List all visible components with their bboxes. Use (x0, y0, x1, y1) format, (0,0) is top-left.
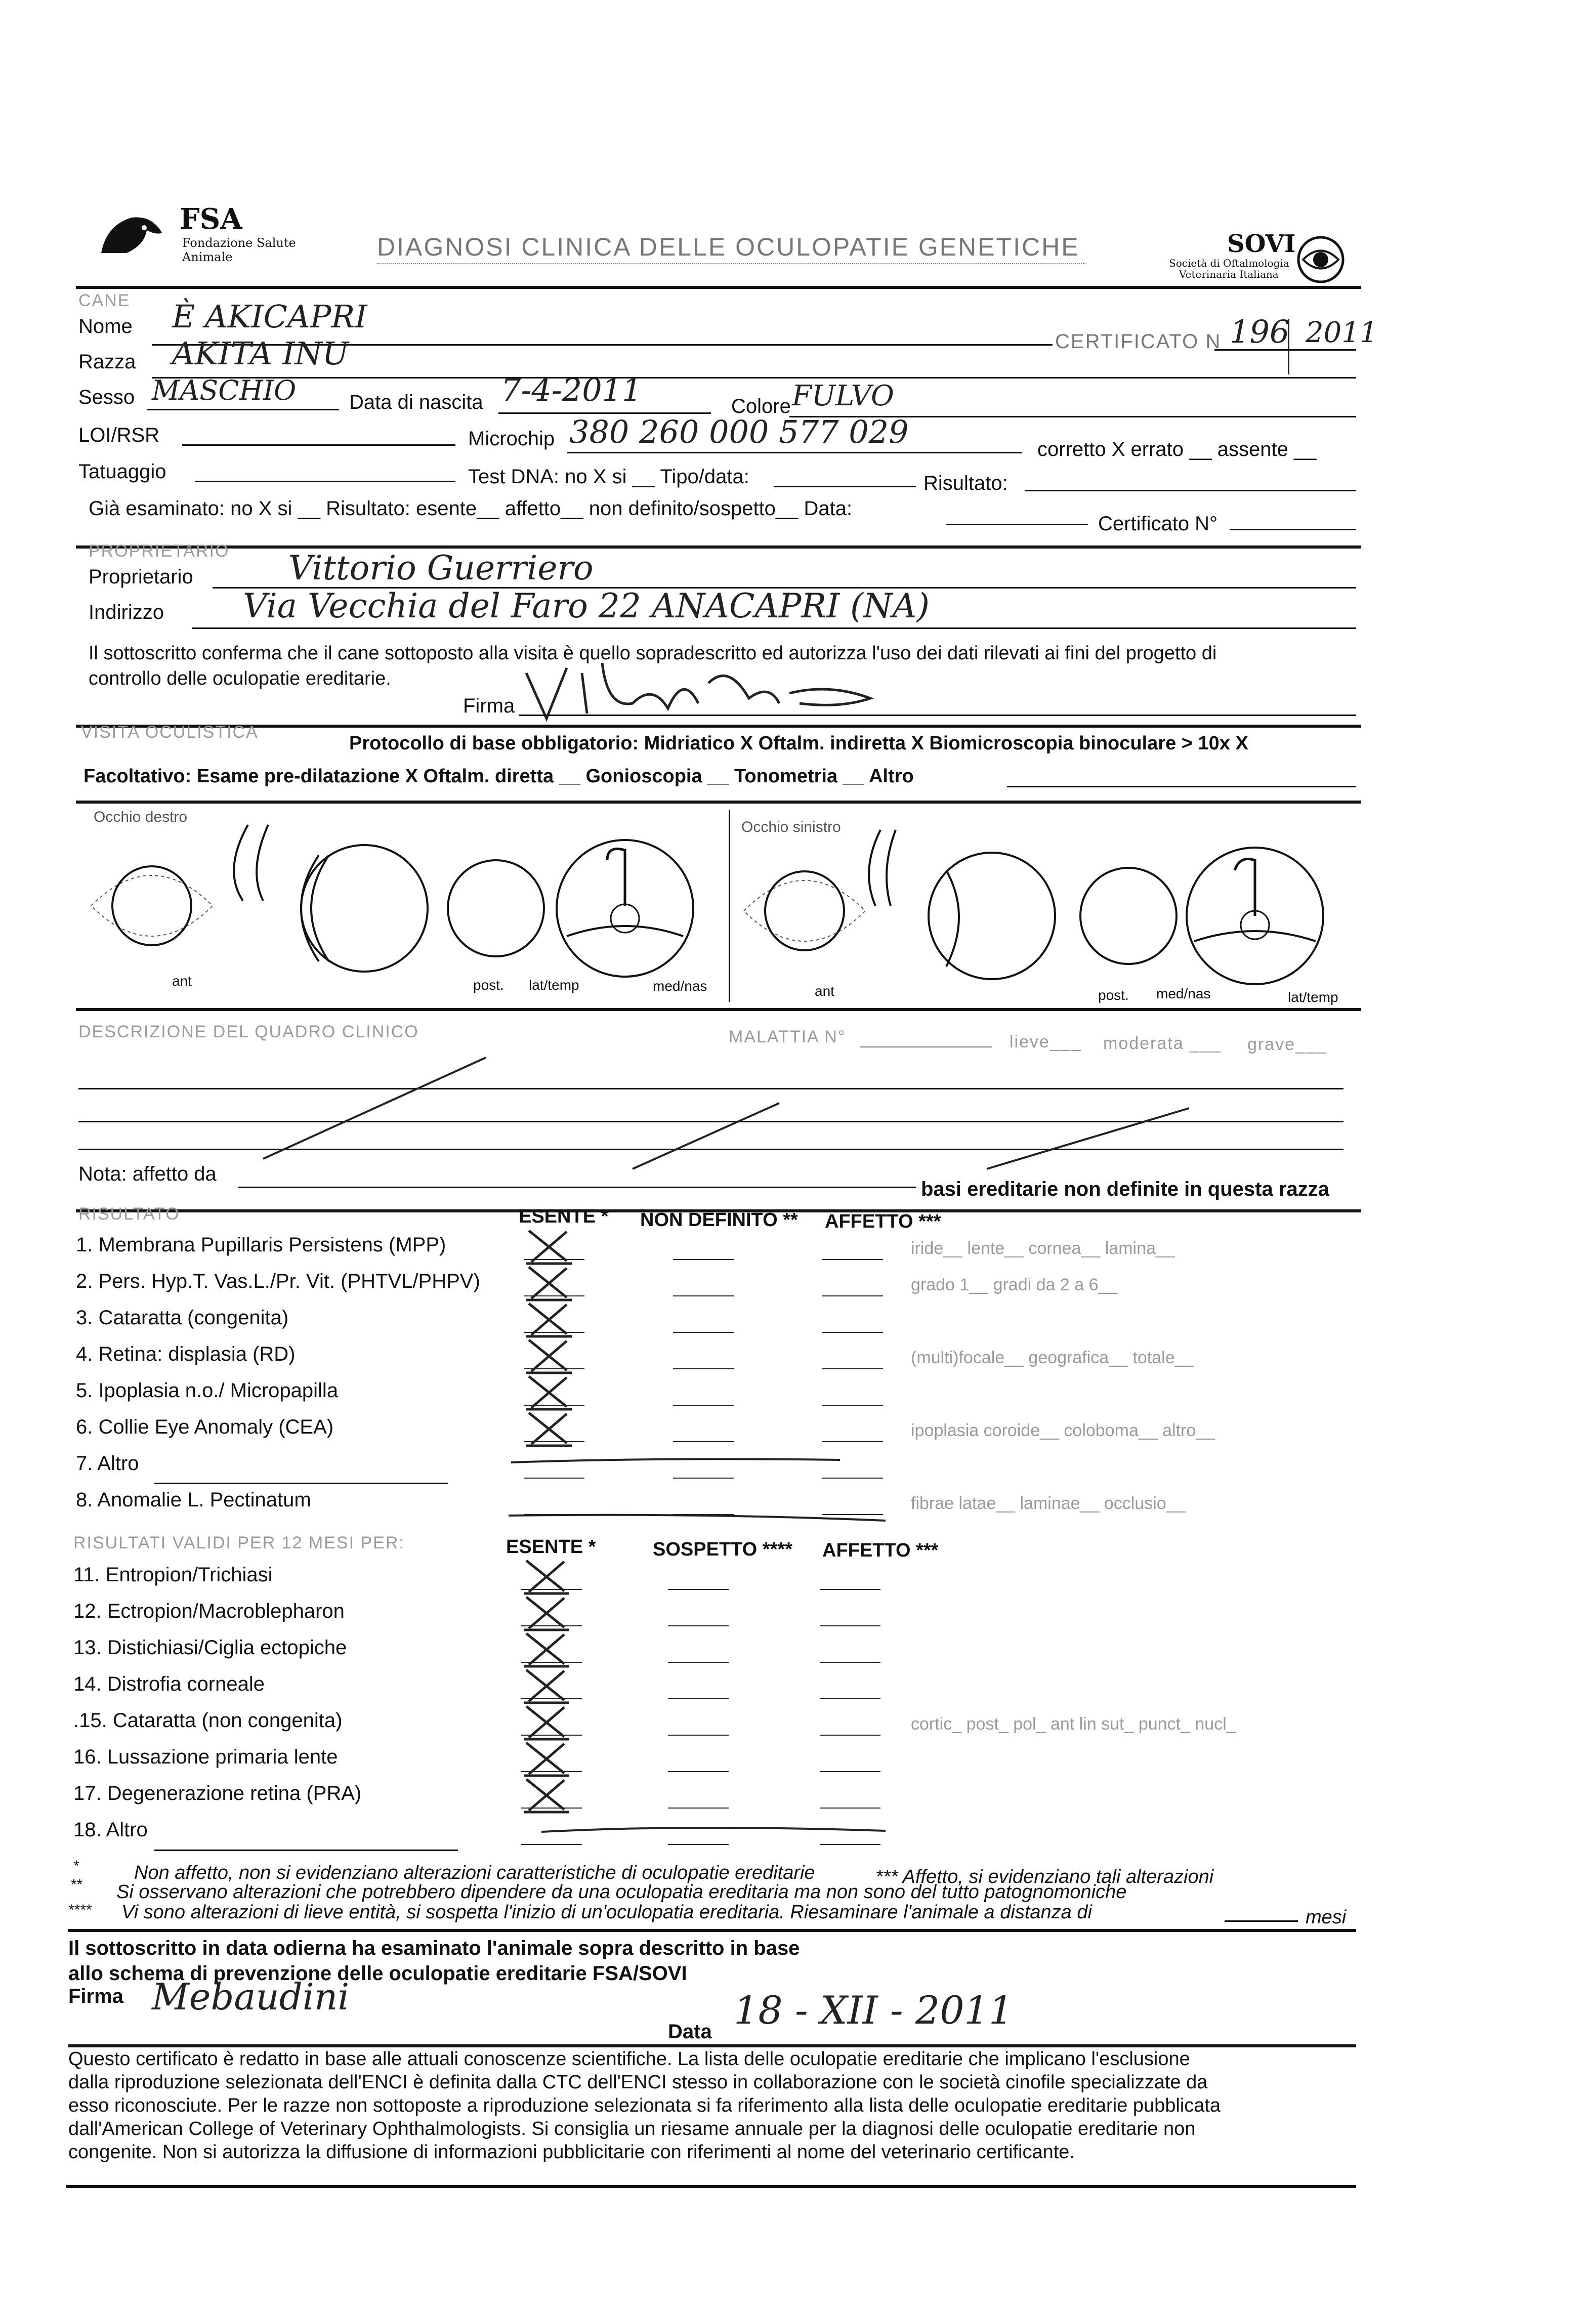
esente-check-mark[interactable] (519, 1701, 574, 1742)
row-note: cortic_ post_ pol_ ant lin sut_ punct_ nucl_ (911, 1714, 1236, 1734)
sovi-sub1: Società di Oftalmologia (1169, 257, 1289, 269)
affetto-blank[interactable] (820, 1625, 880, 1626)
middle-blank[interactable] (668, 1589, 729, 1590)
razza-label: Razza (78, 351, 136, 373)
protocollo-text: Protocollo di base obbligatorio: Midriatico X Oftalm. indiretta X Biomicroscopia binoculare > 10x X (349, 733, 1248, 754)
footer-line: dall'American College of Veterinary Ophthalmologists. Si consiglia un riesame annuale per la diagnosi delle oculopatie ereditarie non (68, 2118, 1196, 2139)
affetto-blank[interactable] (822, 1405, 883, 1406)
middle-blank[interactable] (673, 1259, 734, 1260)
left-eye-diagrams (734, 815, 1361, 997)
col-esente: ESENTE * (519, 1206, 609, 1227)
sesso-label: Sesso (78, 386, 135, 408)
rd-med-nas: med/nas (653, 978, 707, 994)
colore-value: FULVO (792, 380, 894, 412)
tatuaggio-label: Tatuaggio (78, 460, 166, 483)
ls-med-nas: med/nas (1156, 986, 1211, 1001)
rd-lat-temp: lat/temp (529, 977, 579, 993)
grave: grave___ (1247, 1035, 1327, 1054)
proprietario-rule (76, 725, 1361, 728)
owner-signature (516, 653, 880, 729)
esente-check-mark[interactable] (521, 1226, 577, 1266)
middle-blank[interactable] (673, 1332, 734, 1333)
indirizzo-label: Indirizzo (89, 601, 164, 623)
eyes-rule (76, 1008, 1361, 1011)
row-label: 18. Altro (73, 1819, 148, 1841)
n4-mark: **** (68, 1902, 92, 1918)
fsa-sub1: Fondazione Salute (182, 236, 296, 250)
visita-rule (76, 801, 1361, 804)
firma-owner-label: Firma (463, 695, 515, 717)
right-eye-diagrams (81, 815, 729, 997)
fsa-logo-icon (96, 205, 167, 261)
ls-lat-temp: lat/temp (1288, 989, 1338, 1005)
esente-check-mark[interactable] (519, 1774, 574, 1815)
affetto-blank[interactable] (822, 1332, 883, 1333)
middle-blank[interactable] (668, 1625, 729, 1626)
row-label: 17. Degenerazione retina (PRA) (73, 1782, 362, 1804)
certificato-line (1214, 349, 1356, 351)
row-label: 6. Collie Eye Anomaly (CEA) (76, 1416, 334, 1438)
certificato-number: 196 (1230, 313, 1290, 350)
affetto-blank[interactable] (820, 1698, 880, 1699)
certificato-year: 2011 (1306, 316, 1378, 349)
certificato-n-line (1230, 529, 1356, 530)
row-label: 8. Anomalie L. Pectinatum (76, 1489, 311, 1511)
nascita-label: Data di nascita (349, 391, 483, 413)
row-label: 5. Ipoplasia n.o./ Micropapilla (76, 1379, 339, 1402)
footer-line: dalla riproduzione selezionata dell'ENCI è definita dalla CTC dell'ENCI stesso in collaborazione con le società cinofile specializzate da (68, 2072, 1208, 2093)
header-rule (76, 286, 1361, 289)
row-note: fibrae latae__ laminae__ occlusio__ (911, 1494, 1186, 1513)
row-label: .15. Cataratta (non congenita) (73, 1709, 343, 1732)
affetto-blank[interactable] (820, 1662, 880, 1663)
n4-text: Vi sono alterazioni di lieve entità, si sospetta l'inizio di un'oculopatia ereditaria. Riesaminare l'animale a distanza di (121, 1902, 1092, 1923)
row-label: 13. Distichiasi/Ciglia ectopiche (73, 1636, 347, 1659)
nota-label: Nota: affetto da (78, 1163, 217, 1185)
esente-check-mark[interactable] (519, 1738, 574, 1778)
cane-rule (76, 545, 1361, 549)
section-risultato: RISULTATO (78, 1204, 180, 1224)
section-cane: CANE (78, 291, 131, 310)
affetto-blank[interactable] (820, 1808, 880, 1809)
sovi-eye-icon (1293, 232, 1349, 287)
esente-check-mark[interactable] (521, 1335, 577, 1375)
col-affetto: AFFETTO *** (825, 1211, 941, 1232)
firma-line2: allo schema di prevenzione delle oculopatie ereditarie FSA/SOVI (68, 1962, 687, 1985)
loi-line (182, 444, 455, 446)
nascita-value: 7-4-2011 (501, 371, 642, 408)
middle-blank[interactable] (668, 1844, 729, 1845)
section-descrizione: DESCRIZIONE DEL QUADRO CLINICO (78, 1022, 419, 1041)
footer-line: esso riconosciute. Per le razze non sottoposte a riproduzione selezionata si fa riferimento alla lista delle oculopatie ereditarie pubblicata (68, 2095, 1221, 2116)
affetto-blank[interactable] (822, 1295, 883, 1296)
esente-check-mark[interactable] (521, 1408, 577, 1448)
rd-post: post. (473, 977, 504, 993)
altro18-line (154, 1850, 458, 1851)
section-visita: VISITA OCULISTICA (81, 723, 259, 742)
middle-blank[interactable] (673, 1295, 734, 1296)
esente-check-mark[interactable] (519, 1556, 574, 1596)
certificato-slash (1288, 319, 1291, 374)
footer-line: Questo certificato è redatto in base alle attuali conoscenze scientifiche. La lista delle oculopatie ereditarie che implicano l'esclusione (68, 2048, 1190, 2070)
row-label: 16. Lussazione primaria lente (73, 1746, 338, 1768)
nome-value: È AKICAPRI (172, 298, 367, 335)
esaminato-date-line (946, 524, 1088, 525)
nota-line (238, 1187, 916, 1188)
firma-owner-line (519, 715, 1356, 716)
firma-vet-label: Firma (68, 1985, 123, 2007)
firma-rule (68, 2044, 1356, 2047)
sovi-sub2: Veterinaria Italiana (1179, 268, 1279, 280)
n1-mark: * (73, 1858, 79, 1874)
facoltativo-line (1007, 786, 1356, 787)
row-label: 4. Retina: displasia (RD) (76, 1343, 296, 1365)
title-underline (377, 263, 1085, 264)
altro7-line (154, 1483, 448, 1484)
esente-check-mark[interactable] (519, 1665, 574, 1705)
sovi-logo-text: SOVI (1227, 230, 1296, 258)
row-note: (multi)focale__ geografica__ totale__ (911, 1348, 1194, 1367)
ls-ant: ant (815, 983, 834, 999)
middle-blank[interactable] (668, 1735, 729, 1736)
dna-line (774, 486, 916, 487)
middle-blank[interactable] (668, 1808, 729, 1809)
loi-label: LOI/RSR (78, 424, 160, 446)
malattia-label: MALATTIA N° (729, 1027, 846, 1046)
risultato-label: Risultato: (923, 472, 1008, 494)
middle-blank[interactable] (673, 1405, 734, 1406)
notes-rule (68, 1929, 1356, 1932)
row-note: iride__ lente__ cornea__ lamina__ (911, 1239, 1175, 1258)
affetto-blank[interactable] (820, 1735, 880, 1736)
eye-divider (729, 810, 730, 1002)
section-risultati12: RISULTATI VALIDI PER 12 MESI PER: (73, 1533, 405, 1552)
row-label: 12. Ectropion/Macroblepharon (73, 1600, 345, 1622)
consent-line2: controllo delle oculopatie ereditarie. (89, 668, 391, 689)
esente-blank[interactable] (521, 1844, 582, 1845)
esaminato-text: Già esaminato: no X si __ Risultato: esente__ affetto__ non definito/sospetto__ Data: (89, 497, 853, 520)
risultato-line (1025, 490, 1356, 491)
row-label: 2. Pers. Hyp.T. Vas.L./Pr. Vit. (PHTVL/PHPV) (76, 1270, 480, 1292)
mesi-line (1225, 1920, 1298, 1922)
col12-esente: ESENTE * (506, 1536, 596, 1558)
proprietario-label: Proprietario (89, 566, 193, 588)
n3-text: *** Affetto, si evidenziano tali alterazioni (875, 1866, 1214, 1887)
consent-line1: Il sottoscritto conferma che il cane sottoposto alla visita è quello sopradescritto ed autorizza l'uso dei dati rilevati ai fini del progetto di (89, 643, 1217, 664)
mesi-text: mesi (1306, 1907, 1347, 1928)
fsa-sub2: Animale (182, 250, 233, 264)
middle-blank[interactable] (673, 1368, 734, 1369)
dna-text: Test DNA: no X si __ Tipo/data: (468, 466, 749, 488)
altro18-strikeout (536, 1822, 891, 1842)
occhio-sinistro-label: Occhio sinistro (741, 819, 841, 835)
proprietario-value: Vittorio Guerriero (288, 549, 594, 587)
col12-affetto: AFFETTO *** (822, 1540, 939, 1561)
firma-line1: Il sottoscritto in data odierna ha esaminato l'animale sopra descritto in base (68, 1937, 800, 1959)
esente-check-mark[interactable] (519, 1592, 574, 1632)
affetto-blank[interactable] (820, 1771, 880, 1772)
facoltativo-text: Facoltativo: Esame pre-dilatazione X Oftalm. diretta __ Gonioscopia __ Tonometria __ Altro (83, 766, 914, 787)
col-non-definito: NON DEFINITO ** (640, 1209, 798, 1231)
desc-strikeout (253, 1047, 1214, 1174)
lieve: lieve___ (1010, 1032, 1082, 1052)
certificato-n-label: Certificato N° (1098, 513, 1218, 535)
occhio-destro-label: Occhio destro (94, 809, 188, 825)
microchip-value: 380 260 000 577 029 (569, 413, 909, 450)
middle-blank[interactable] (668, 1662, 729, 1663)
row-label: 11. Entropion/Trichiasi (73, 1564, 273, 1586)
esente-check-mark[interactable] (521, 1298, 577, 1339)
affetto-blank[interactable] (822, 1259, 883, 1260)
esente-check-mark[interactable] (521, 1262, 577, 1303)
affetto-blank[interactable] (822, 1368, 883, 1369)
indirizzo-line (192, 627, 1356, 629)
razza-line (152, 377, 1356, 379)
microchip-label: Microchip (468, 428, 555, 450)
certificato-label: CERTIFICATO N (1055, 330, 1222, 353)
page-title: DIAGNOSI CLINICA DELLE OCULOPATIE GENETICHE (377, 233, 1080, 261)
microchip-status: corretto X errato __ assente __ (1037, 438, 1317, 460)
section-proprietario: PROPRIETARIO (89, 541, 230, 561)
esente-check-mark[interactable] (521, 1371, 577, 1412)
row-label: 1. Membrana Pupillaris Persistens (MPP) (76, 1234, 446, 1256)
middle-blank[interactable] (668, 1771, 729, 1772)
n2-mark: ** (71, 1876, 83, 1893)
row-label: 14. Distrofia corneale (73, 1673, 265, 1695)
rd-ant: ant (172, 973, 192, 989)
moderata: moderata ___ (1103, 1034, 1222, 1053)
footer-rule (66, 2185, 1356, 2188)
row-label: 7. Altro (76, 1452, 139, 1475)
n1-text: Non affetto, non si evidenziano alterazioni caratteristiche di oculopatie ereditarie (134, 1862, 815, 1883)
middle-blank[interactable] (668, 1698, 729, 1699)
row-note: ipoplasia coroide__ coloboma__ altro__ (911, 1421, 1215, 1440)
colore-label: Colore (731, 395, 791, 417)
altro-strikeout (506, 1455, 911, 1526)
fsa-logo-text: FSA (180, 202, 242, 236)
indirizzo-value: Via Vecchia del Faro 22 ANACAPRI (NA) (243, 586, 930, 625)
affetto-blank[interactable] (820, 1844, 880, 1845)
affetto-blank[interactable] (822, 1441, 883, 1442)
footer-line: congenite. Non si autorizza la diffusione di informazioni pubblicitarie con riferimenti al nome del veterinario certificante. (68, 2141, 1075, 2163)
ls-post: post. (1098, 987, 1129, 1003)
firma-vet-value: Mebaudini (152, 1976, 350, 2018)
nome-label: Nome (78, 315, 133, 338)
tatuaggio-line (195, 481, 455, 482)
row-label: 3. Cataratta (congenita) (76, 1307, 289, 1329)
razza-value: AKITA INU (172, 335, 349, 372)
microchip-line (567, 452, 1022, 453)
basi-text: basi ereditarie non definite in questa razza (921, 1178, 1329, 1200)
affetto-blank[interactable] (820, 1589, 880, 1590)
sesso-line (147, 409, 339, 410)
row-note: grado 1__ gradi da 2 a 6__ (911, 1275, 1118, 1294)
sesso-value: MASCHIO (152, 374, 297, 406)
esente-check-mark[interactable] (519, 1628, 574, 1669)
middle-blank[interactable] (673, 1441, 734, 1442)
col12-sospetto: SOSPETTO **** (653, 1539, 792, 1560)
data-label: Data (668, 2021, 712, 2043)
n2-text: Si osservano alterazioni che potrebbero dipendere da una oculopatia ereditaria ma non sono del tutto patognomoniche (116, 1881, 1127, 1903)
data-value: 18 - XII - 2011 (734, 1988, 1014, 2033)
